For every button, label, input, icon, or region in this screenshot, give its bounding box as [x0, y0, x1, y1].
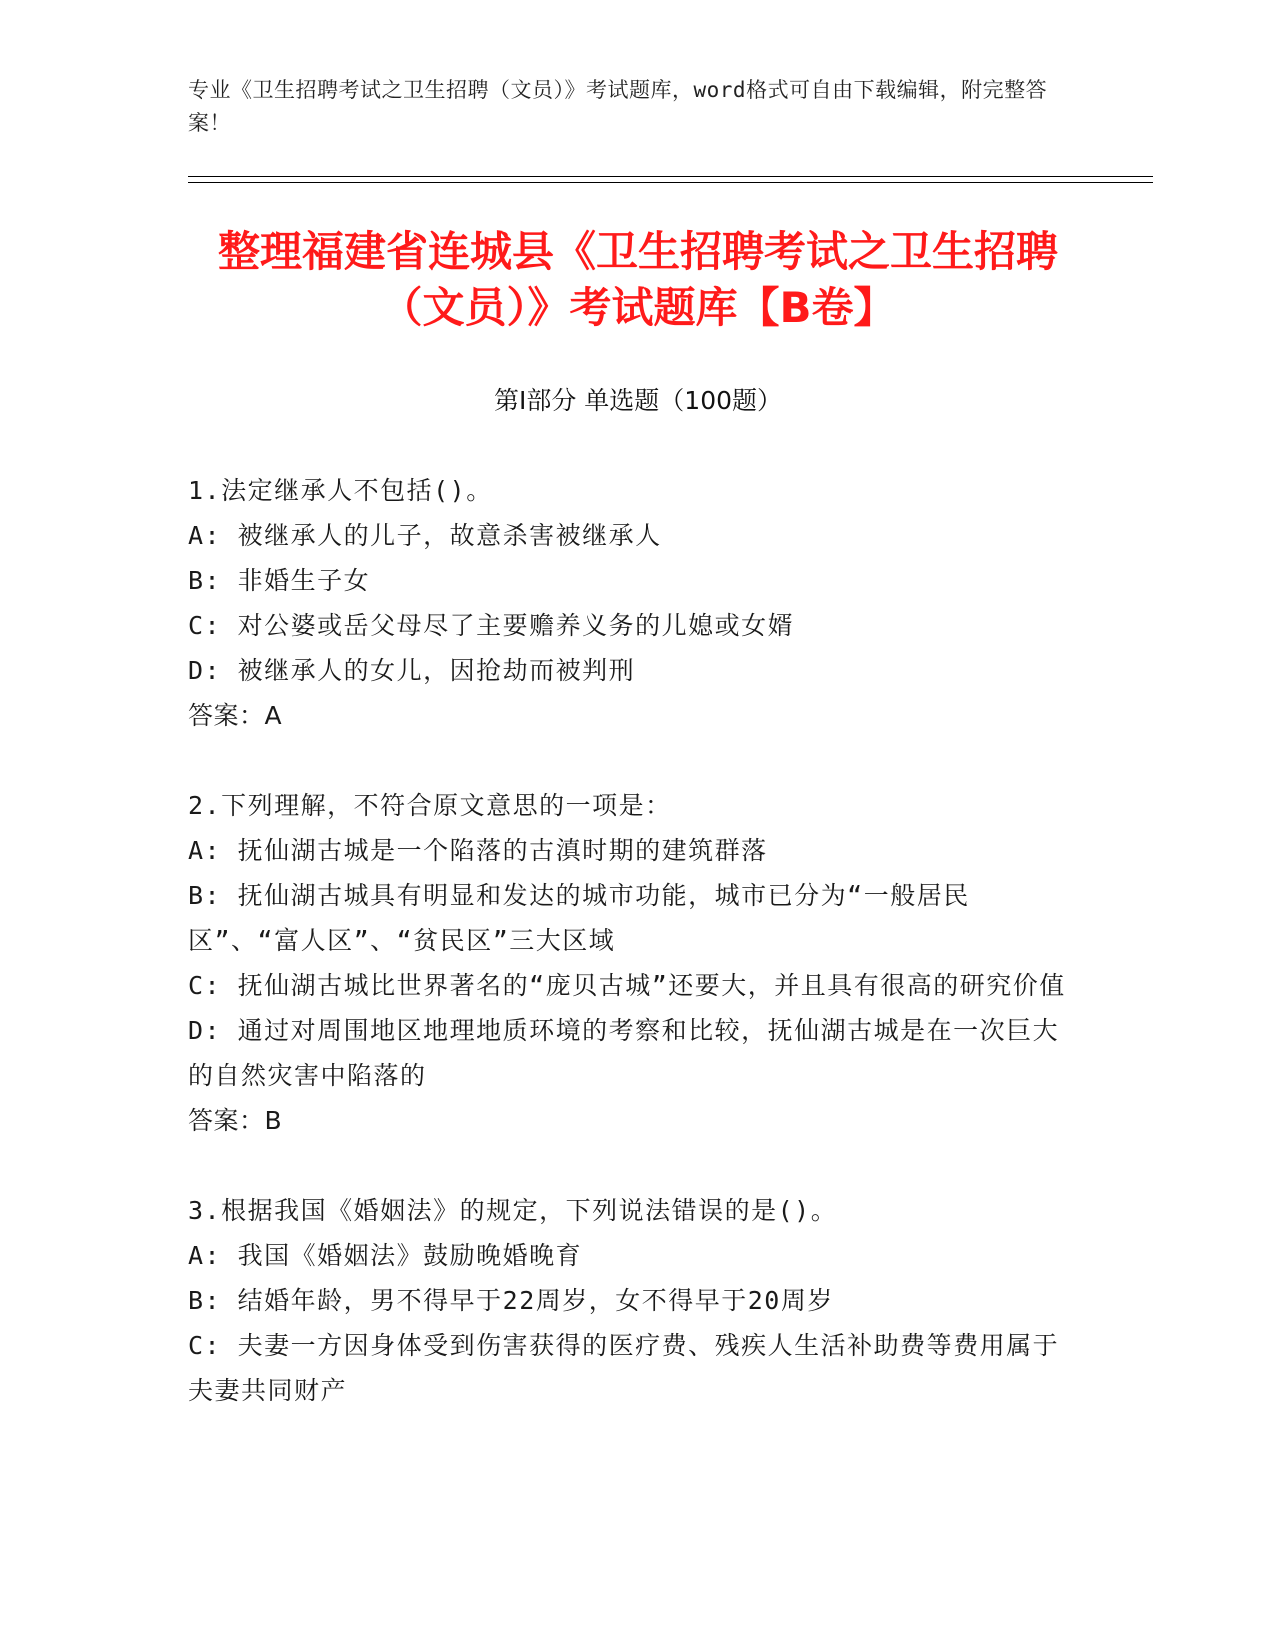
- option-b: B: 抚仙湖古城具有明显和发达的城市功能，城市已分为“一般居民区”、“富人区”、“贫民区”三大区域: [188, 881, 970, 955]
- answer: 答案：A: [188, 701, 283, 730]
- option-a: A: 抚仙湖古城是一个陷落的古滇时期的建筑群落: [188, 836, 768, 865]
- question-stem: 1.法定继承人不包括()。: [188, 476, 493, 505]
- question-item: [188, 783, 1078, 1143]
- option-a: A: 被继承人的儿子，故意杀害被继承人: [188, 521, 662, 550]
- option-a: A: 我国《婚姻法》鼓励晚婚晚育: [188, 1241, 583, 1270]
- option-b: B: 非婚生子女: [188, 566, 371, 595]
- question-item: [188, 1188, 1078, 1413]
- option-d: D: 被继承人的女儿，因抢劫而被判刑: [188, 656, 636, 685]
- answer: 答案：B: [188, 1106, 283, 1135]
- option-d: D: 通过对周围地区地理地质环境的考察和比较，抚仙湖古城是在一次巨大的自然灾害中陷落的: [188, 1016, 1060, 1090]
- question-list: [188, 468, 1078, 1458]
- header-rule-bottom: [188, 182, 1153, 183]
- section-heading: 第I部分 单选题（100题）: [493, 386, 783, 415]
- header-rule-top: [188, 176, 1153, 177]
- option-b: B: 结婚年龄，男不得早于22周岁，女不得早于20周岁: [188, 1286, 834, 1315]
- header-note: 专业《卫生招聘考试之卫生招聘（文员）》考试题库，word格式可自由下载编辑，附完整答案！: [188, 78, 1048, 135]
- option-c: C: 抚仙湖古城比世界著名的“庞贝古城”还要大，并且具有很高的研究价值: [188, 971, 1066, 1000]
- option-c: C: 对公婆或岳父母尽了主要赡养义务的儿媳或女婿: [188, 611, 795, 640]
- question-stem: 3.根据我国《婚姻法》的规定，下列说法错误的是()。: [188, 1196, 838, 1225]
- question-stem: 2.下列理解，不符合原文意思的一项是：: [188, 791, 672, 820]
- document-title: 整理福建省连城县《卫生招聘考试之卫生招聘（文员）》考试题库【B卷】: [217, 227, 1058, 332]
- question-item: [188, 468, 1078, 738]
- option-c: C: 夫妻一方因身体受到伤害获得的医疗费、残疾人生活补助费等费用属于夫妻共同财产: [188, 1331, 1060, 1405]
